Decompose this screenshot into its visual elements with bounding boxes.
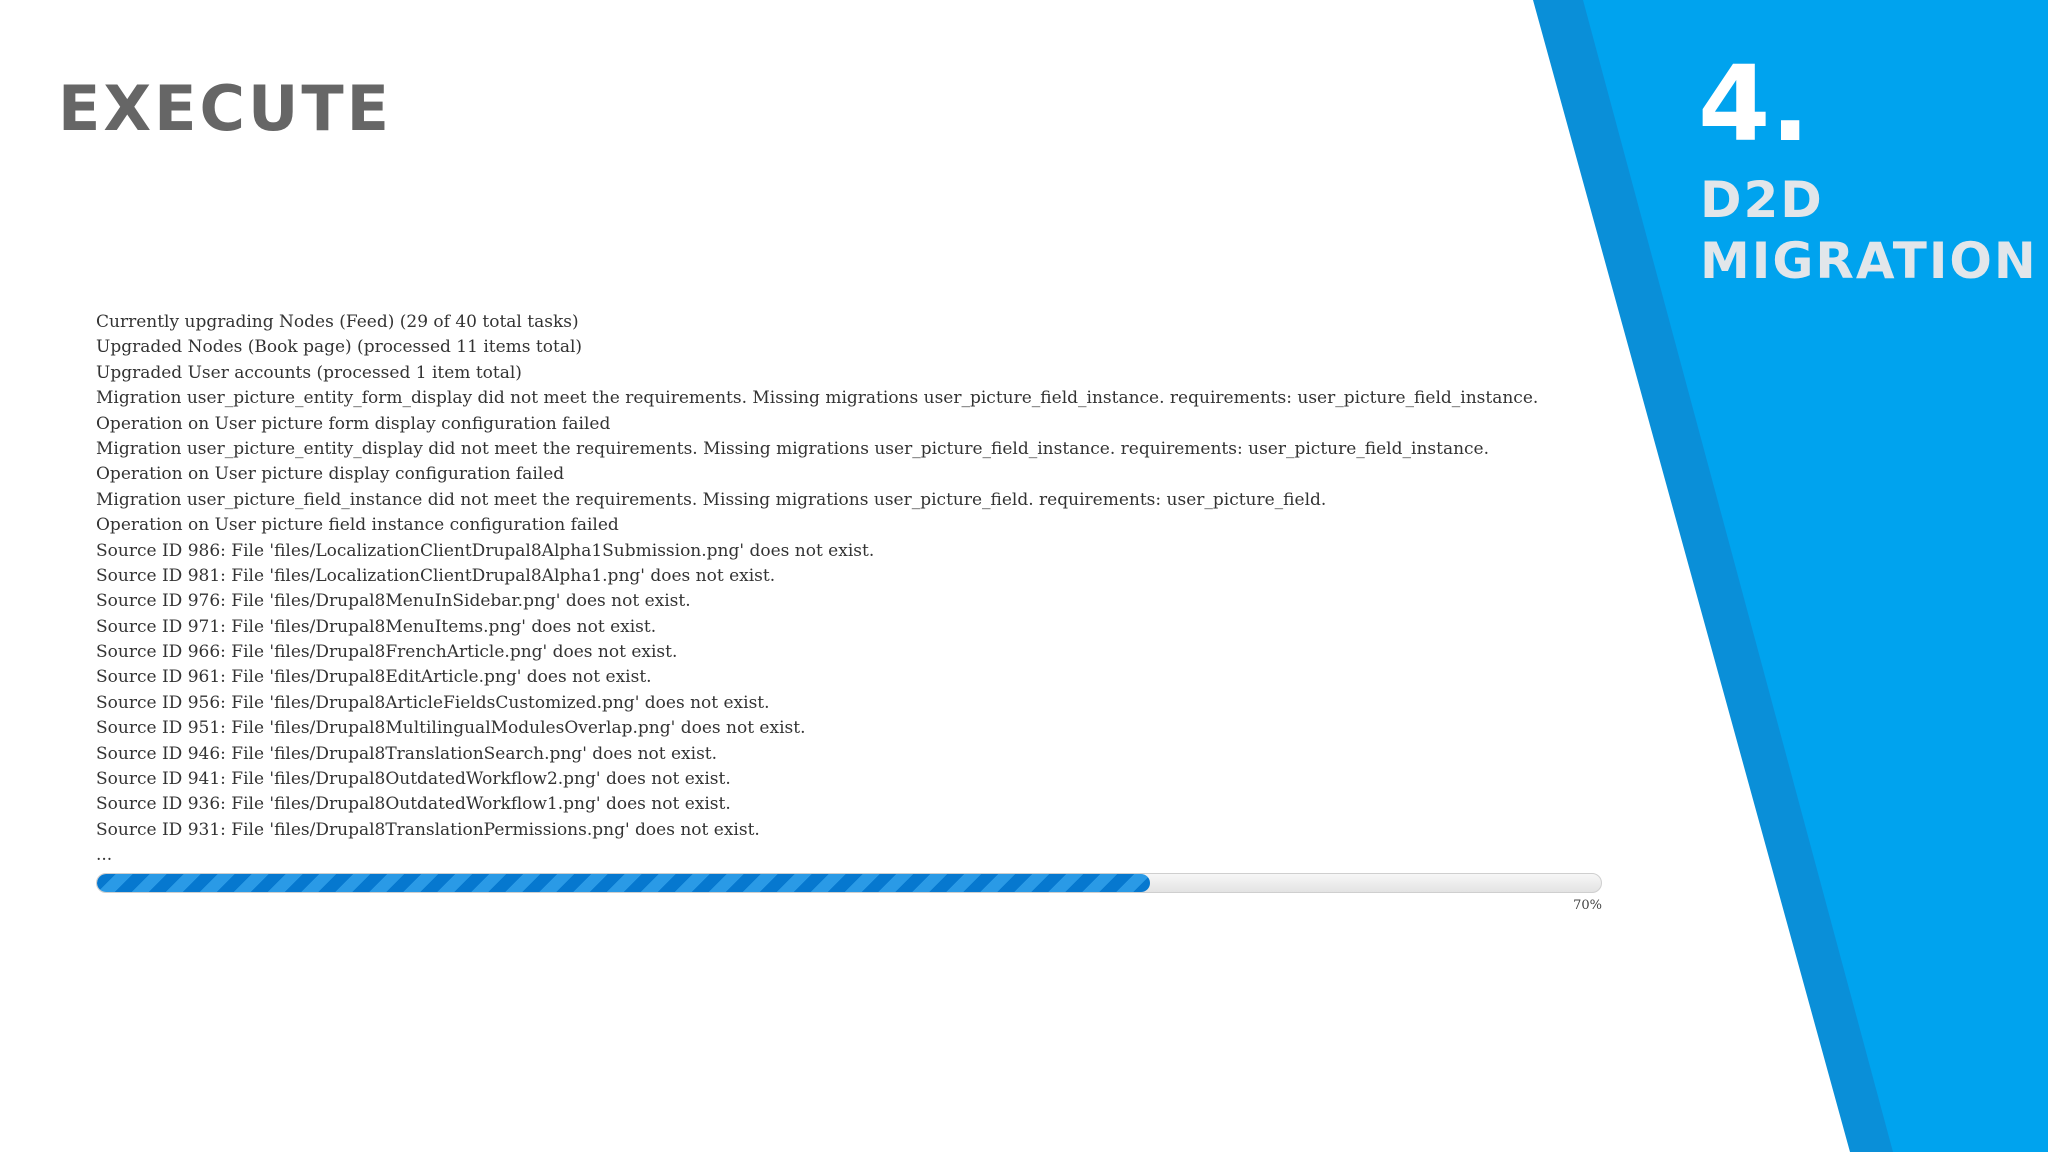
log-line: Currently upgrading Nodes (Feed) (29 of 40 total tasks): [96, 312, 579, 332]
slide-title: EXECUTE: [58, 72, 392, 145]
log-line: Source ID 951: File 'files/Drupal8MultilingualModulesOverlap.png' does not exist.: [96, 718, 806, 739]
log-line: Source ID 986: File 'files/LocalizationClientDrupal8Alpha1Submission.png' does not exist.: [96, 540, 875, 561]
log-line: Source ID 981: File 'files/LocalizationClientDrupal8Alpha1.png' does not exist.: [96, 565, 776, 586]
log-line: Migration user_picture_entity_display did not meet the requirements. Missing migrations user_picture_field_instance. requirements: user_picture_field_instance.: [96, 438, 1490, 459]
section-title: [1700, 170, 2038, 292]
log-line: Source ID 931: File 'files/Drupal8TranslationPermissions.png' does not exist.: [96, 819, 760, 840]
log-line: Source ID 956: File 'files/Drupal8ArticleFieldsCustomized.png' does not exist.: [96, 692, 770, 713]
log-line: Migration user_picture_field_instance did not meet the requirements. Missing migrations user_picture_field. requirements: user_picture_field.: [96, 489, 1327, 510]
log-line: Source ID 971: File 'files/Drupal8MenuItems.png' does not exist.: [96, 616, 657, 637]
log-line: Source ID 936: File 'files/Drupal8OutdatedWorkflow1.png' does not exist.: [96, 794, 731, 815]
progress-bar: [96, 873, 1602, 893]
log-line: Source ID 966: File 'files/Drupal8FrenchArticle.png' does not exist.: [96, 642, 678, 663]
log-line: Source ID 946: File 'files/Drupal8TranslationSearch.png' does not exist.: [96, 743, 718, 764]
log-line: Source ID 976: File 'files/Drupal8MenuInSidebar.png' does not exist.: [96, 591, 691, 612]
migration-log: [96, 310, 1538, 869]
log-line: Migration user_picture_entity_form_display did not meet the requirements. Missing migrations user_picture_field_instance. requirements: user_picture_field_instance.: [96, 388, 1539, 409]
log-line: Upgraded Nodes (Book page) (processed 11 items total): [96, 337, 583, 358]
log-line: Source ID 961: File 'files/Drupal8EditArticle.png' does not exist.: [96, 667, 652, 688]
section-title-line: D2D: [1700, 171, 1824, 229]
progress-percent: 70%: [1573, 898, 1602, 913]
log-ellipsis: ...: [96, 845, 113, 866]
log-line: Upgraded User accounts (processed 1 item total): [96, 362, 522, 383]
progress-bar-fill: [97, 874, 1150, 892]
log-line: Operation on User picture form display configuration failed: [96, 413, 611, 434]
section-number: 4.: [1698, 43, 1810, 165]
log-line: Operation on User picture field instance configuration failed: [96, 515, 619, 536]
log-line: Operation on User picture display configuration failed: [96, 464, 565, 485]
section-title-line: MIGRATION: [1700, 232, 2038, 290]
log-line: Source ID 941: File 'files/Drupal8OutdatedWorkflow2.png' does not exist.: [96, 769, 731, 790]
